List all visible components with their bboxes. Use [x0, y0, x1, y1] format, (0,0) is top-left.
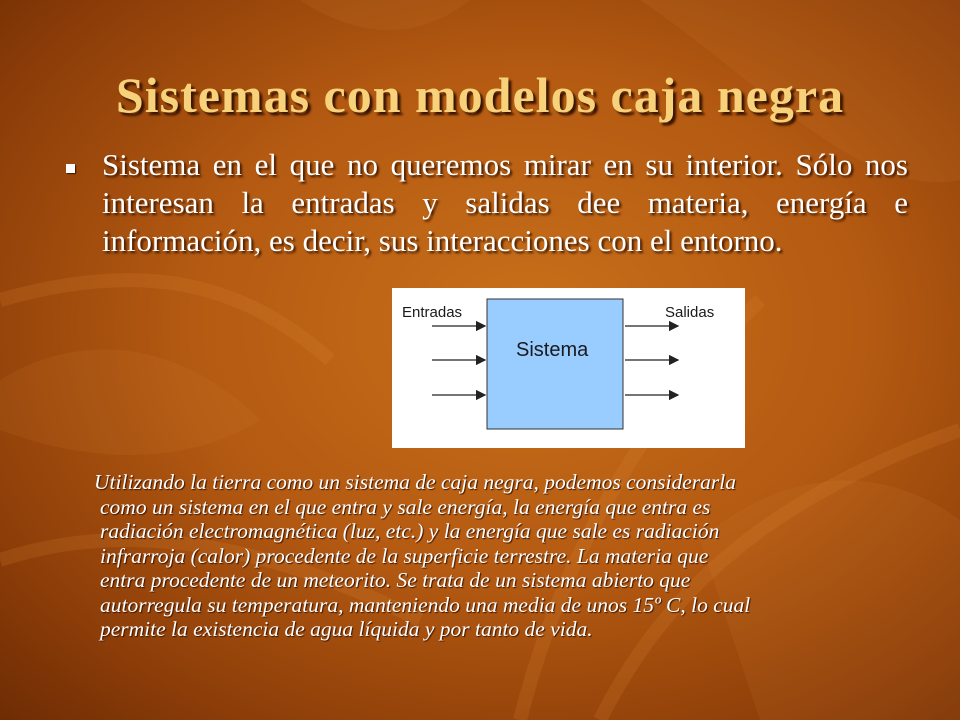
black-box-diagram [392, 288, 745, 448]
paragraph-line: como un sistema en el que entra y sale energía, la energía que entra es [100, 494, 711, 519]
paragraph-line: infrarroja (calor) procedente de la superficie terrestre. La materia que [100, 543, 709, 568]
bullet-item [62, 146, 908, 260]
slide-title: Sistemas con modelos caja negra [115, 67, 845, 123]
bullet-text: Sistema en el que no queremos mirar en su interior. Sólo nos interesan la entradas y salidas dee materia, energía e información, es decir, sus interacciones con el entorno. [102, 147, 908, 258]
system-label: Sistema [516, 339, 589, 361]
paragraph-line: permite la existencia de agua líquida y por tanto de vida. [100, 617, 593, 641]
system-box [487, 299, 623, 429]
paragraph-line: Utilizando la tierra como un sistema de caja negra, podemos considerarla [94, 470, 736, 494]
square-bullet-icon [66, 164, 75, 173]
earth-system-paragraph [94, 470, 920, 642]
inputs-label: Entradas [402, 304, 463, 321]
paragraph-line: autorregula su temperatura, manteniendo una media de unos 15º C, lo cual [100, 592, 751, 617]
paragraph-line: entra procedente de un meteorito. Se trata de un sistema abierto que [100, 568, 691, 592]
outputs-label: Salidas [665, 304, 715, 321]
paragraph-line: radiación electromagnética (luz, etc.) y la energía que sale es radiación [100, 519, 720, 543]
